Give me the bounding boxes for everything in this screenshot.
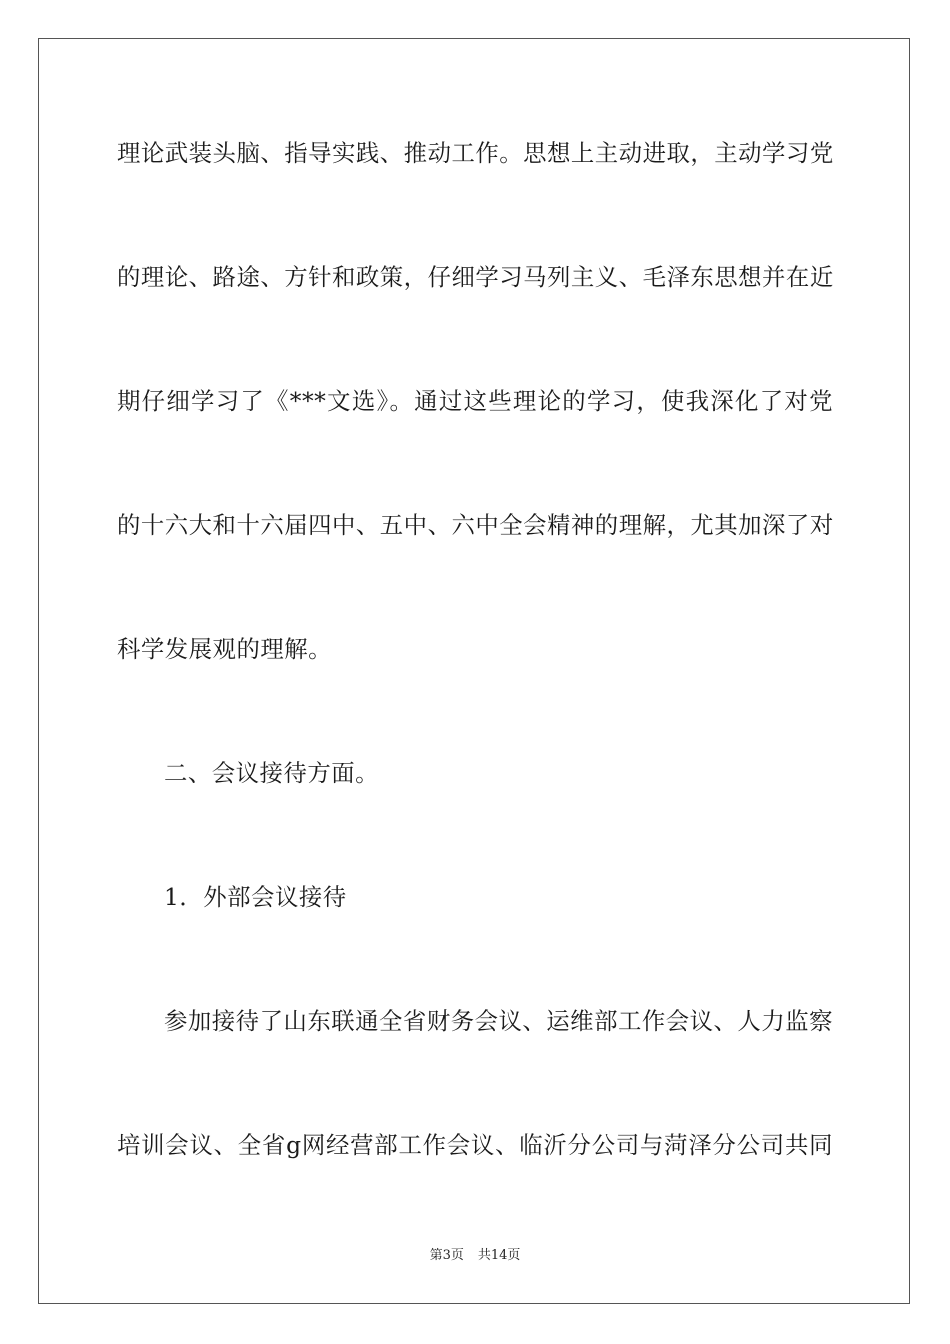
body-text-line: 培训会议、全省g网经营部工作会议、临沂分公司与菏泽分公司共同 [117, 1131, 833, 1159]
page-number: 第3页 [429, 1248, 464, 1263]
page-border [38, 38, 910, 1304]
page-total: 共14页 [477, 1248, 521, 1263]
body-text-line: 参加接待了山东联通全省财务会议、运维部工作会议、人力监察 [164, 1007, 833, 1035]
page-footer [0, 1247, 950, 1265]
body-text-line: 期仔细学习了《***文选》。通过这些理论的学习，使我深化了对党 [117, 387, 833, 415]
body-text-line: 的理论、路途、方针和政策，仔细学习马列主义、毛泽东思想并在近 [117, 263, 834, 291]
section-heading: 二、会议接待方面。 [164, 759, 380, 787]
body-text-line: 理论武装头脑、指导实践、推动工作。思想上主动进取，主动学习党 [117, 139, 834, 167]
body-text-line: 的十六大和十六届四中、五中、六中全会精神的理解，尤其加深了对 [117, 511, 834, 539]
subsection-heading: 1．外部会议接待 [164, 883, 347, 911]
body-text-line: 科学发展观的理解。 [117, 635, 333, 663]
